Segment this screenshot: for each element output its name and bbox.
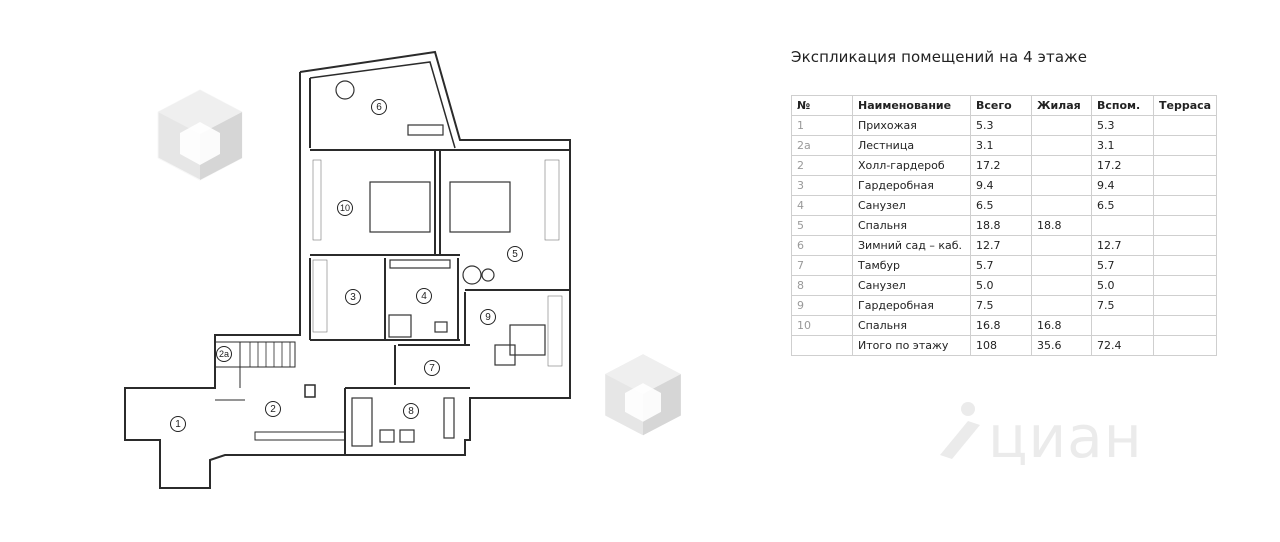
cell-name: Итого по этажу: [853, 336, 971, 356]
room-label-3: 3: [350, 292, 356, 303]
cell-living: [1032, 196, 1092, 216]
cell-total: 16.8: [971, 316, 1032, 336]
cell-aux: 6.5: [1092, 196, 1154, 216]
cian-watermark: [930, 395, 1160, 475]
cell-living: [1032, 136, 1092, 156]
cell-total: 9.4: [971, 176, 1032, 196]
cell-total: 5.7: [971, 256, 1032, 276]
cell-num: 1: [792, 116, 853, 136]
cell-terrace: [1154, 196, 1217, 216]
header-name: Наименование: [853, 96, 971, 116]
table-row: [792, 236, 1217, 256]
cell-living: 35.6: [1032, 336, 1092, 356]
cell-living: 18.8: [1032, 216, 1092, 236]
header-number: №: [792, 96, 853, 116]
cell-total: 7.5: [971, 296, 1032, 316]
room-label-4: 4: [421, 291, 427, 302]
cell-terrace: [1154, 256, 1217, 276]
cell-terrace: [1154, 316, 1217, 336]
cell-terrace: [1154, 116, 1217, 136]
cell-name: Санузел: [853, 196, 971, 216]
cell-living: [1032, 116, 1092, 136]
cell-terrace: [1154, 236, 1217, 256]
cell-aux: 17.2: [1092, 156, 1154, 176]
cell-num: 3: [792, 176, 853, 196]
header-total: Всего: [971, 96, 1032, 116]
cell-aux: [1092, 216, 1154, 236]
cell-terrace: [1154, 336, 1217, 356]
cell-aux: 3.1: [1092, 136, 1154, 156]
cell-living: [1032, 276, 1092, 296]
cell-name: Гардеробная: [853, 176, 971, 196]
cell-total: 18.8: [971, 216, 1032, 236]
cell-aux: 12.7: [1092, 236, 1154, 256]
cell-name: Холл-гардероб: [853, 156, 971, 176]
cell-num: 6: [792, 236, 853, 256]
room-label-1: 1: [175, 419, 181, 430]
header-aux: Вспом.: [1092, 96, 1154, 116]
cell-living: [1032, 256, 1092, 276]
watermark-text: циан: [988, 403, 1143, 471]
header-living: Жилая: [1032, 96, 1092, 116]
cell-name: Спальня: [853, 216, 971, 236]
cell-aux: [1092, 316, 1154, 336]
cell-num: 7: [792, 256, 853, 276]
cell-name: Гардеробная: [853, 296, 971, 316]
cell-terrace: [1154, 216, 1217, 236]
cell-terrace: [1154, 136, 1217, 156]
room-label-8: 8: [408, 406, 414, 417]
cell-num: 2а: [792, 136, 853, 156]
table-row: [792, 176, 1217, 196]
cell-num: 8: [792, 276, 853, 296]
cell-living: [1032, 236, 1092, 256]
explication-title: Экспликация помещений на 4 этаже: [791, 48, 1088, 66]
cell-terrace: [1154, 296, 1217, 316]
cell-name: Тамбур: [853, 256, 971, 276]
room-label-6: 6: [376, 102, 382, 113]
header-terrace: Терраса: [1154, 96, 1217, 116]
cell-aux: 7.5: [1092, 296, 1154, 316]
cell-living: [1032, 176, 1092, 196]
table-row: [792, 296, 1217, 316]
table-row: [792, 156, 1217, 176]
cell-num: 9: [792, 296, 853, 316]
table-row: [792, 256, 1217, 276]
table-total-row: [792, 336, 1217, 356]
room-label-10: 10: [339, 203, 351, 213]
cell-num: 5: [792, 216, 853, 236]
cell-total: 3.1: [971, 136, 1032, 156]
cell-num: 4: [792, 196, 853, 216]
cell-total: 17.2: [971, 156, 1032, 176]
cell-living: [1032, 156, 1092, 176]
cell-name: Санузел: [853, 276, 971, 296]
cell-total: 6.5: [971, 196, 1032, 216]
room-label-7: 7: [429, 363, 435, 374]
explication-table: [791, 95, 1217, 356]
table-row: [792, 136, 1217, 156]
table-row: [792, 316, 1217, 336]
cell-aux: 72.4: [1092, 336, 1154, 356]
table-row: [792, 196, 1217, 216]
room-label-2: 2: [270, 404, 276, 415]
cell-total: 12.7: [971, 236, 1032, 256]
room-label-2a: 2а: [218, 349, 230, 359]
cell-num: 2: [792, 156, 853, 176]
cell-total: 108: [971, 336, 1032, 356]
cell-living: [1032, 296, 1092, 316]
cell-aux: 5.7: [1092, 256, 1154, 276]
cell-aux: 5.3: [1092, 116, 1154, 136]
cell-name: Лестница: [853, 136, 971, 156]
cell-total: 5.0: [971, 276, 1032, 296]
cell-terrace: [1154, 156, 1217, 176]
table-row: [792, 216, 1217, 236]
room-label-5: 5: [512, 249, 518, 260]
cell-aux: 5.0: [1092, 276, 1154, 296]
cian-logo-icon: [930, 395, 990, 465]
cell-living: 16.8: [1032, 316, 1092, 336]
table-header-row: [792, 96, 1217, 116]
cell-num: 10: [792, 316, 853, 336]
cell-name: Зимний сад – каб.: [853, 236, 971, 256]
cell-terrace: [1154, 176, 1217, 196]
room-label-9: 9: [485, 312, 491, 323]
cell-name: Прихожая: [853, 116, 971, 136]
table-row: [792, 116, 1217, 136]
cell-total: 5.3: [971, 116, 1032, 136]
cell-terrace: [1154, 276, 1217, 296]
cell-num: [792, 336, 853, 356]
cell-name: Спальня: [853, 316, 971, 336]
table-row: [792, 276, 1217, 296]
cell-aux: 9.4: [1092, 176, 1154, 196]
